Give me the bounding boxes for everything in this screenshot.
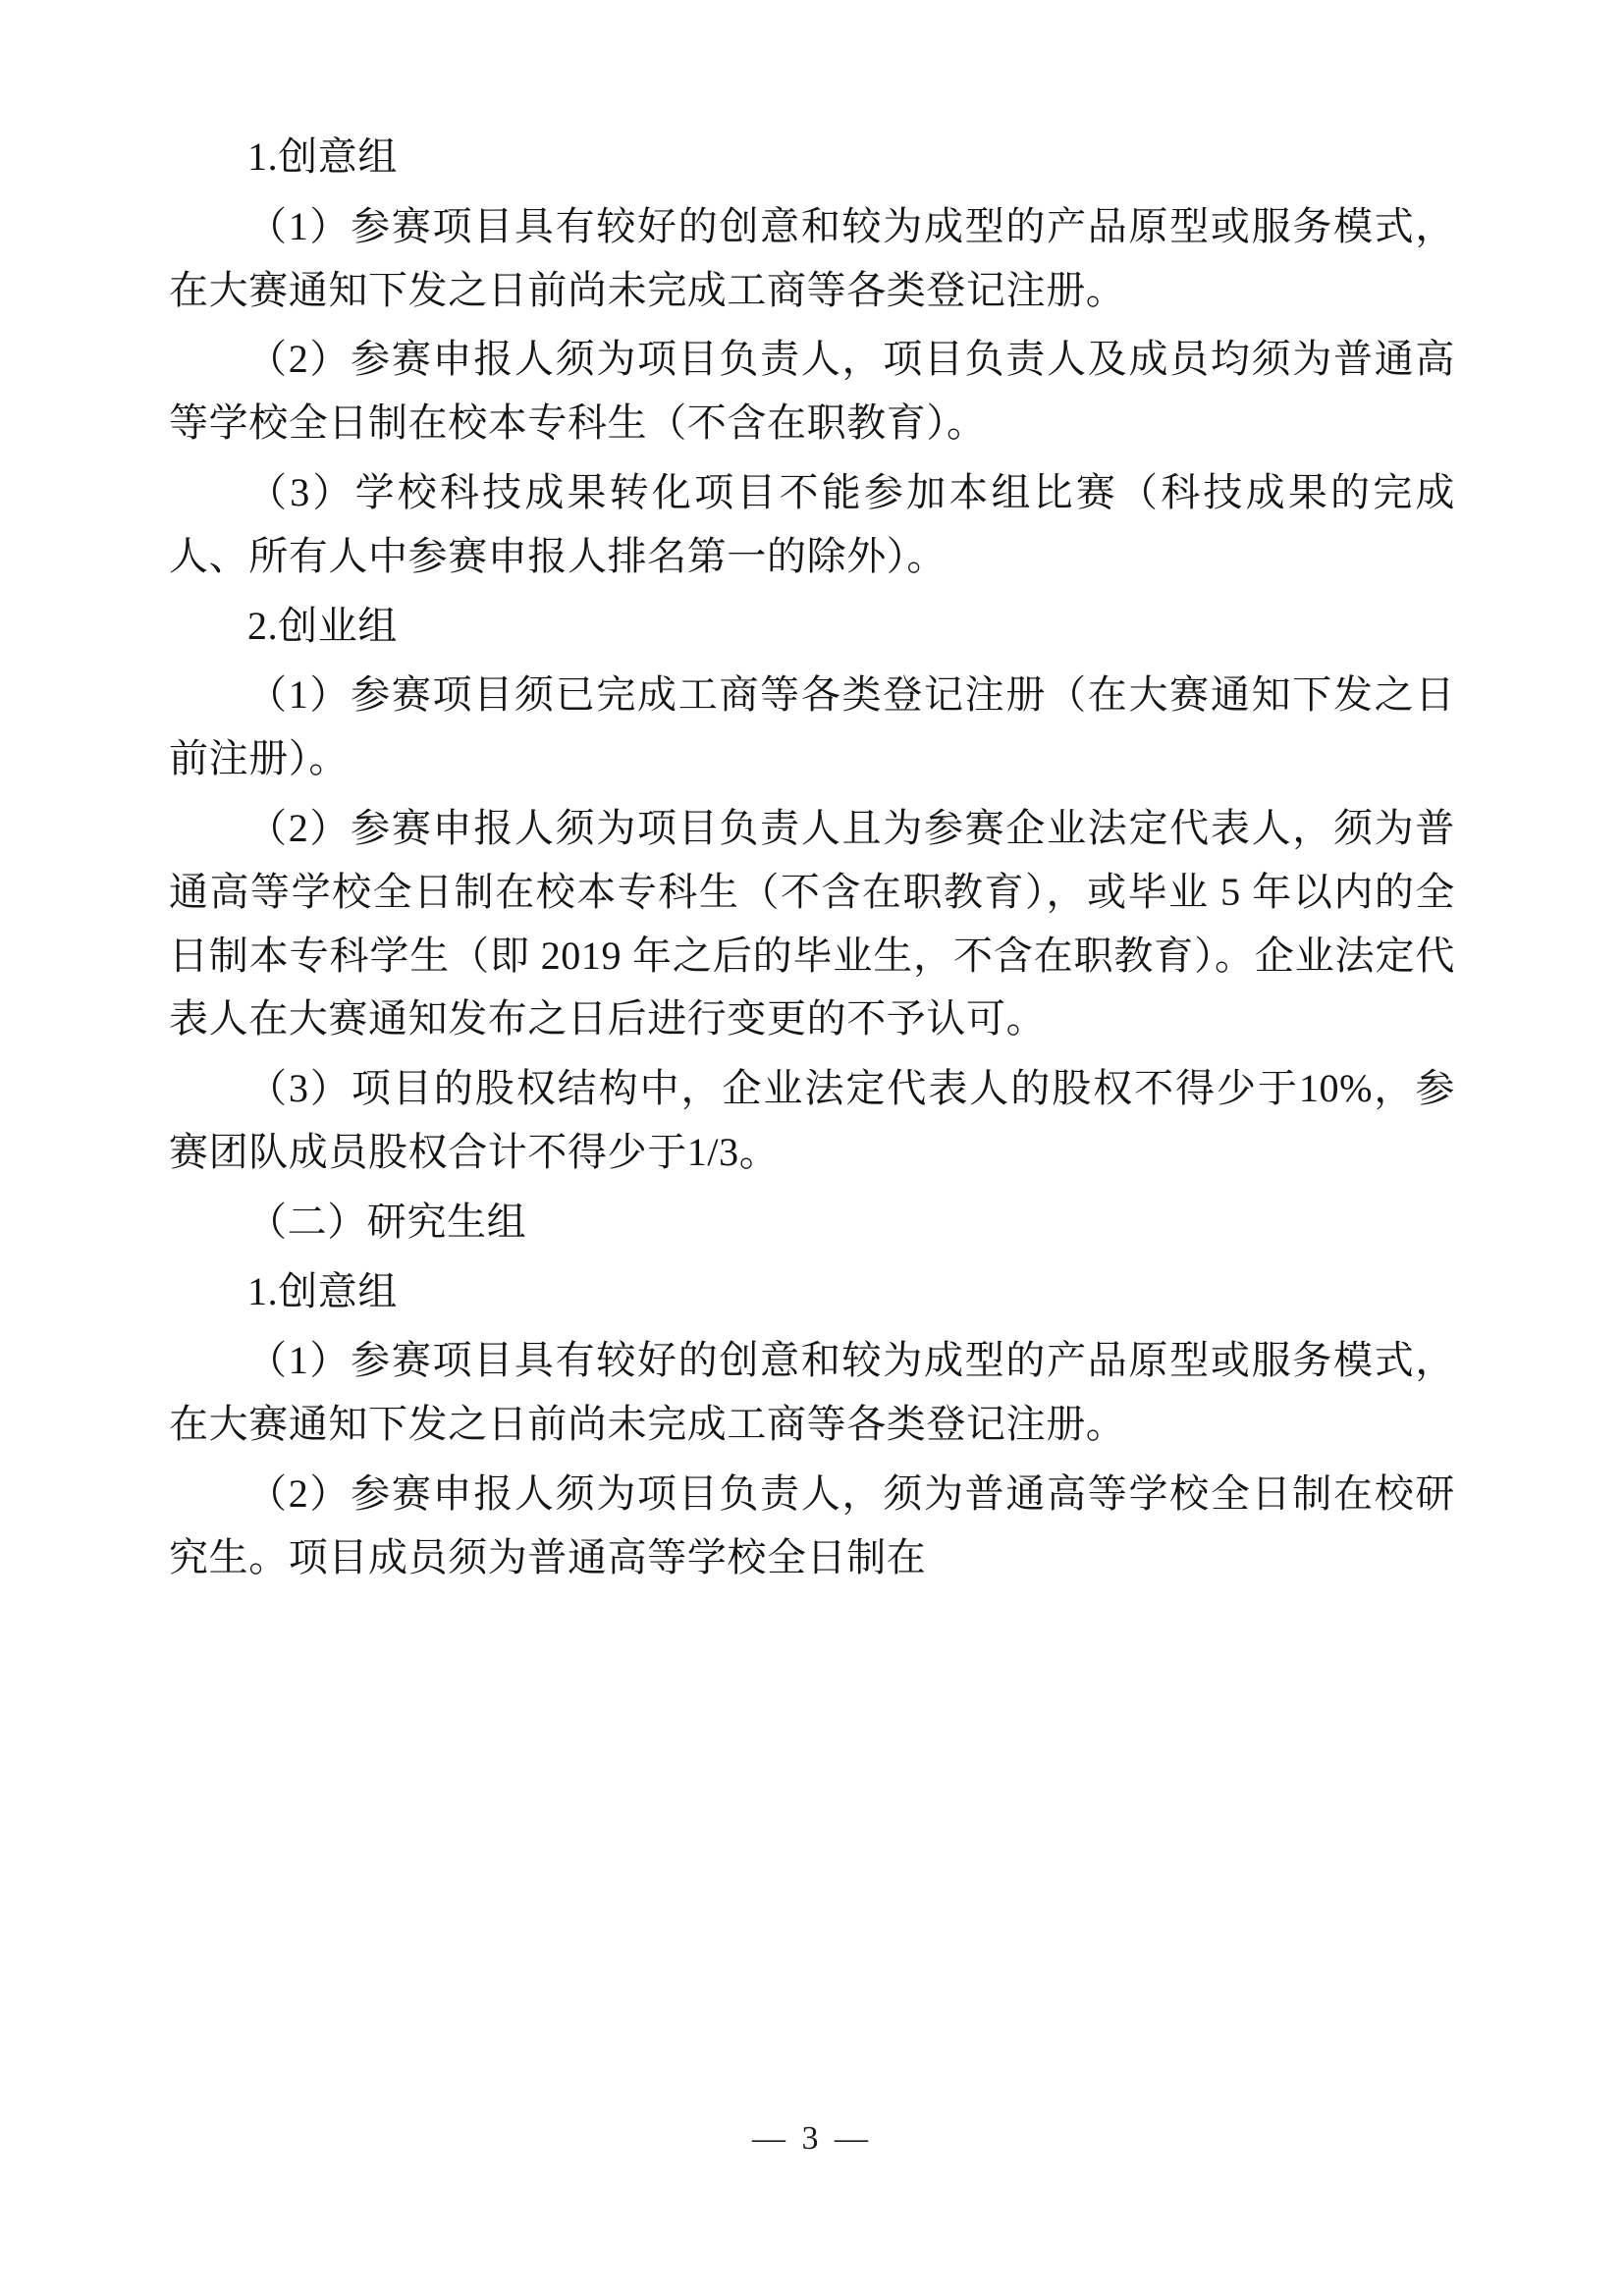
paragraph-item-2-2: （2）参赛申报人须为项目负责人且为参赛企业法定代表人，须为普通高等学校全日制在校本专科生（不含在职教育），或毕业 5 年以内的全日制本专科学生（即 2019 年之后的毕业生，不含在职教育）。企业法定代表人在大赛通知发布之日后进行变更的不予认可。 (169, 805, 1455, 1041)
paragraph-item-2-3: （3）项目的股权结构中，企业法定代表人的股权不得少于10%，参赛团队成员股权合计不得少于1/3。 (169, 1066, 1455, 1174)
paragraph-item-1-1: （1）参赛项目具有较好的创意和较为成型的产品原型或服务模式，在大赛通知下发之日前尚未完成工商等各类登记注册。 (169, 203, 1455, 312)
document-body (169, 126, 1455, 1596)
paragraph-section-heading-graduate-group: （二）研究生组 (247, 1199, 527, 1244)
page-number: — 3 — (752, 2120, 872, 2157)
paragraph-section-heading-3: 1.创意组 (247, 1268, 398, 1313)
paragraph-item-1-3: （3）学校科技成果转化项目不能参加本组比赛（科技成果的完成人、所有人中参赛申报人排名第一的除外）。 (169, 469, 1455, 578)
paragraph-item-2-1: （1）参赛项目须已完成工商等各类登记注册（在大赛通知下发之日前注册）。 (169, 672, 1455, 781)
paragraph-item-3-2: （2）参赛申报人须为项目负责人，须为普通高等学校全日制在校研究生。项目成员须为普通高等学校全日制在 (169, 1470, 1455, 1579)
paragraph-section-heading-2: 2.创业组 (247, 603, 398, 648)
paragraph-item-3-1: （1）参赛项目具有较好的创意和较为成型的产品原型或服务模式，在大赛通知下发之日前尚未完成工商等各类登记注册。 (169, 1338, 1455, 1447)
paragraph-section-heading-1: 1.创意组 (247, 134, 398, 179)
paragraph-item-1-2: （2）参赛申报人须为项目负责人，项目负责人及成员均须为普通高等学校全日制在校本专科生（不含在职教育）。 (169, 337, 1455, 446)
